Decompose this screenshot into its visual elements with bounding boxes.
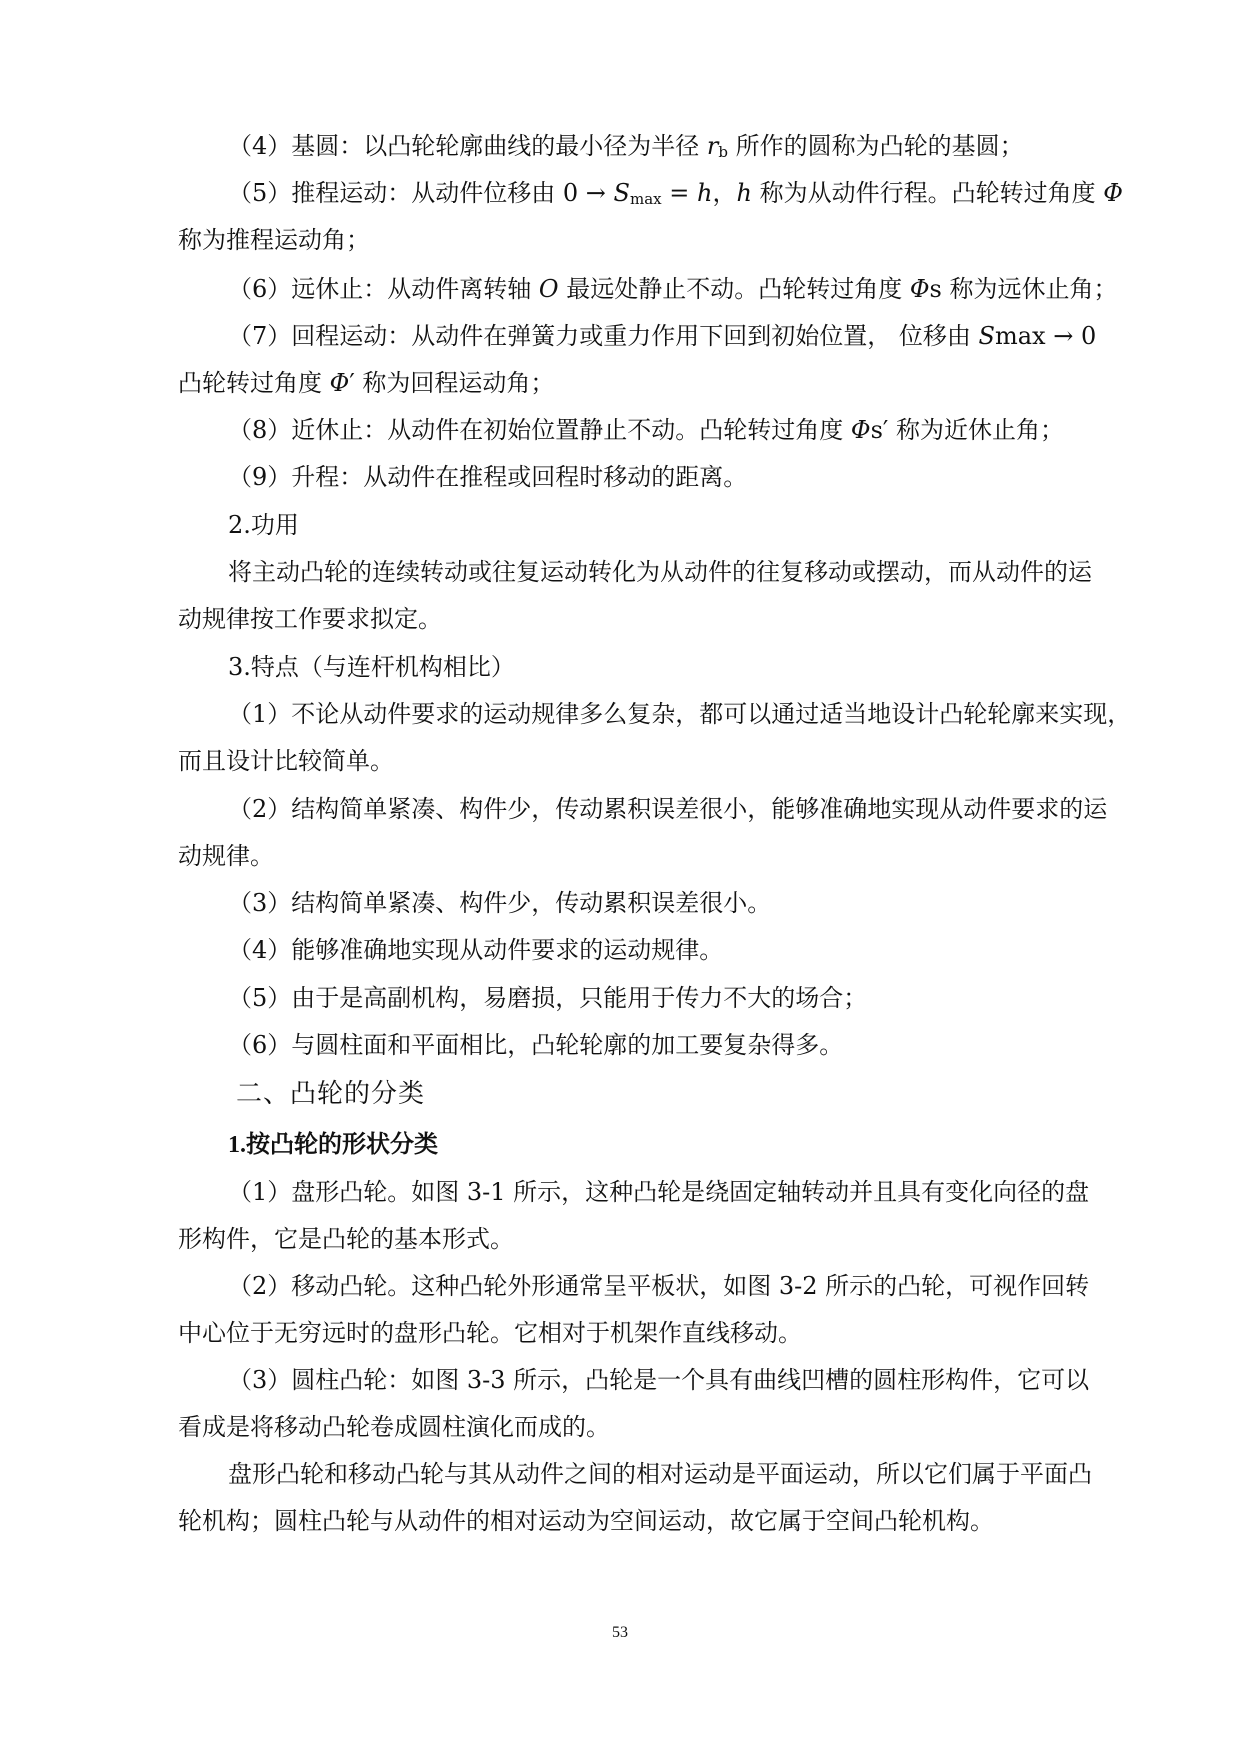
item-5-push-stroke [0,178,1240,208]
item-9-lift: （9）升程：从动件在推程或回程时移动的距离。 [228,463,748,491]
text: （6）远休止：从动件离转轴 [228,275,539,303]
symbol-S: S [978,322,995,350]
subscript-max: max [630,190,662,208]
item-5-continuation: 称为推程运动角； [178,226,370,254]
item-6-far-dwell [0,274,1240,304]
subscript-b: b [718,143,728,161]
class-1-line: （1）盘形凸轮。如图 3-1 所示，这种凸轮是绕固定轴转动并且具有变化向径的盘 [228,1178,1090,1206]
text: s 称为远休止角； [929,275,1118,303]
section-function-heading: 2.功用 [228,511,299,539]
symbol-phi: Φ [909,275,930,303]
summary-line: 轮机构；圆柱凸轮与从动件的相对运动为空间运动，故它属于空间凸轮机构。 [178,1507,994,1535]
text: = [661,179,698,207]
class-3-line: （3）圆柱凸轮：如图 3-3 所示，凸轮是一个具有曲线凹槽的圆柱形构件，它可以 [228,1366,1090,1394]
symbol-O: O [538,275,559,303]
summary-line: 盘形凸轮和移动凸轮与其从动件之间的相对运动是平面运动，所以它们属于平面凸 [228,1460,1092,1488]
item-7-return-stroke [0,321,1240,351]
function-paragraph-line: 将主动凸轮的连续转动或往复运动转化为从动件的往复移动或摆动，而从动件的运 [228,558,1092,586]
text: （5）推程运动：从动件位移由 0 → [228,179,614,207]
text: （8）近休止：从动件在初始位置静止不动。凸轮转过角度 [228,416,851,444]
function-paragraph-line: 动规律按工作要求拟定。 [178,605,442,633]
text: （7）回程运动：从动件在弹簧力或重力作用下回到初始位置， 位移由 [228,322,979,350]
item-4-base-circle [0,131,1240,161]
page-number: 53 [612,1624,628,1641]
feature-1-line: 而且设计比较简单。 [178,747,394,775]
symbol-h: h [697,179,713,207]
text: 所作的圆称为凸轮的基圆； [728,132,1024,160]
feature-6-line: （6）与圆柱面和平面相比，凸轮轮廓的加工要复杂得多。 [228,1031,844,1059]
symbol-phi: Φ [329,369,350,397]
feature-1-line: （1）不论从动件要求的运动规律多么复杂，都可以通过适当地设计凸轮轮廓来实现， [228,700,1132,728]
symbol-phi: Φ [1103,179,1123,207]
item-8-near-dwell [0,415,1240,445]
item-7-continuation [0,368,1240,398]
text: 称为从动件行程。凸轮转过角度 [751,179,1104,207]
class-1-line: 形构件，它是凸轮的基本形式。 [178,1225,514,1253]
feature-2-line: 动规律。 [178,842,274,870]
text: max → 0 [994,322,1097,350]
feature-3-line: （3）结构简单紧凑、构件少，传动累积误差很小。 [228,889,772,917]
text: ′ 称为回程运动角； [349,369,555,397]
text: （4）基圆：以凸轮轮廓曲线的最小径为半径 [228,132,707,160]
class-2-line: （2）移动凸轮。这种凸轮外形通常呈平板状，如图 3-2 所示的凸轮，可视作回转 [228,1272,1090,1300]
class-2-line: 中心位于无穷远时的盘形凸轮。它相对于机架作直线移动。 [178,1319,802,1347]
section-features-heading: 3.特点（与连杆机构相比） [228,653,515,681]
feature-5-line: （5）由于是高副机构，易磨损，只能用于传力不大的场合； [228,984,868,1012]
symbol-r: r [706,132,719,160]
text: 最远处静止不动。凸轮转过角度 [558,275,910,303]
symbol-phi: Φ [850,416,871,444]
symbol-h: h [736,179,752,207]
text: ， [712,179,737,207]
chapter-section-heading: 二、凸轮的分类 [236,1079,426,1109]
feature-2-line: （2）结构简单紧凑、构件少，传动累积误差很小，能够准确地实现从动件要求的运 [228,795,1108,823]
class-3-line: 看成是将移动凸轮卷成圆柱演化而成的。 [178,1413,610,1441]
feature-4-line: （4）能够准确地实现从动件要求的运动规律。 [228,936,724,964]
text: 凸轮转过角度 [178,369,330,397]
subsection-heading: 1.按凸轮的形状分类 [228,1132,438,1158]
symbol-S: S [613,179,630,207]
text: s′ 称为近休止角； [870,416,1064,444]
